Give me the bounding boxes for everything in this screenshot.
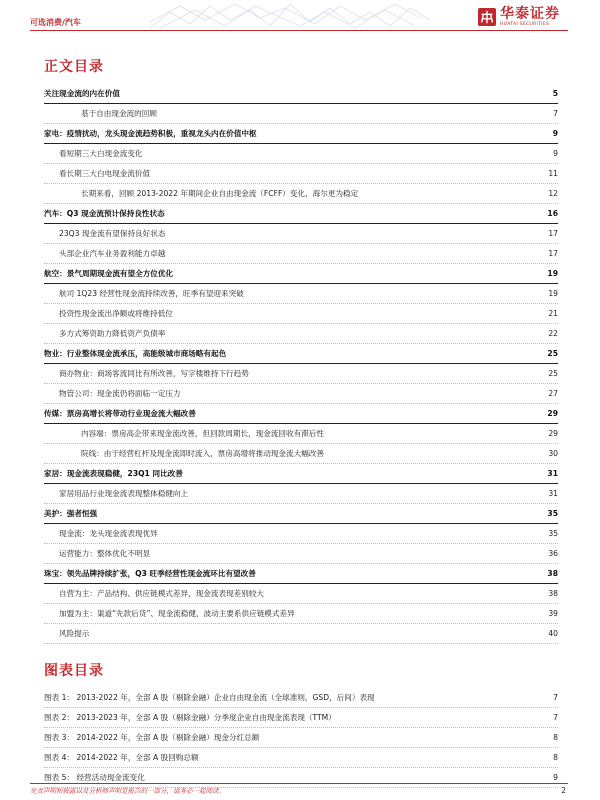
header-divider [30, 30, 568, 31]
toc-entry[interactable] [44, 624, 558, 644]
toc-entry[interactable] [44, 404, 558, 424]
toc-entry-text: 投资性现金流出净额或将维持低位 [59, 309, 173, 318]
toc-entry-text: 珠宝：领先品牌持续扩张，Q3 旺季经营性现金流环比有望改善 [44, 569, 256, 578]
toc-title: 正文目录 [44, 59, 104, 75]
toc-entry[interactable] [44, 484, 558, 504]
toc-entry-page: 39 [548, 609, 558, 618]
toc-entry[interactable] [44, 344, 558, 364]
figure-entry[interactable] [44, 688, 558, 708]
brand-name-en: HUATAI SECURITIES [500, 22, 550, 27]
toc-entry-text: 家居：现金流表现稳健，23Q1 同比改善 [44, 469, 183, 478]
toc-entry[interactable] [44, 424, 558, 444]
figure-entry-page: 9 [553, 773, 558, 782]
toc-entry[interactable] [44, 564, 558, 584]
toc-entry[interactable] [44, 444, 558, 464]
toc-entry-page: 25 [547, 349, 558, 358]
toc-entry-page: 38 [548, 589, 558, 598]
toc-entry-text: 航空：景气周期现金流有望全方位优化 [44, 269, 174, 278]
page-header [0, 0, 600, 36]
toc-entry-text: 自营为主：产品结构、供应链模式差异，现金流表现差别较大 [59, 589, 265, 598]
figure-entry-text: 图表 3： 2014-2022 年，全部 A 股（剔除金融）现金分红总额 [44, 733, 260, 742]
toc-entry-text: 看短期三大白现金流变化 [59, 149, 143, 158]
figure-entry-text: 图表 5： 经营活动现金流变化 [44, 773, 145, 782]
toc-entry[interactable] [44, 164, 558, 184]
toc-entry[interactable] [44, 84, 558, 104]
toc-entry-page: 29 [547, 409, 558, 418]
figure-entry[interactable] [44, 708, 558, 728]
toc-entry-page: 36 [548, 549, 558, 558]
toc-entry-page: 9 [553, 149, 558, 158]
toc-entry-page: 16 [547, 209, 558, 218]
toc-entry-text: 基于自由现金流的回顾 [81, 109, 157, 118]
toc-entry-page: 12 [548, 189, 558, 198]
toc-entry[interactable] [44, 524, 558, 544]
toc-entry[interactable] [44, 604, 558, 624]
toc-entry[interactable] [44, 264, 558, 284]
page-number: 2 [561, 786, 566, 795]
toc-entry-page: 31 [547, 469, 558, 478]
toc-entry-page: 9 [552, 129, 558, 138]
toc-entry-page: 7 [553, 109, 558, 118]
toc-entry-page: 21 [548, 309, 558, 318]
toc-entry-page: 17 [548, 229, 558, 238]
toc-entry-text: 家居用品行业现金流表现整体稳健向上 [59, 489, 189, 498]
toc-entry-text: 家电：疫情扰动，龙头现金流趋势积极，重视龙头内在价值中枢 [44, 129, 257, 138]
toc-entry-page: 11 [548, 169, 558, 178]
toc-entry-page: 27 [548, 389, 558, 398]
toc-entry[interactable] [44, 364, 558, 384]
toc-entry-text: 内容端：票房高企带来现金流改善，但回款周期长，现金流回收有滞后性 [81, 429, 324, 438]
toc-entry[interactable] [44, 544, 558, 564]
toc-entry-text: 现金流：龙头现金流表现优异 [59, 529, 158, 538]
toc-entry-text: 看长期三大白电现金流价值 [59, 169, 151, 178]
toc-list [44, 84, 558, 644]
toc-entry-page: 30 [548, 449, 558, 458]
toc-entry-text: 头部企业汽车业务盈利能力卓越 [59, 249, 166, 258]
toc-entry-page: 5 [552, 89, 558, 98]
header-decorative-pattern [150, 2, 430, 28]
toc-entry-text: 传媒：票房高增长将带动行业现金流大幅改善 [44, 409, 196, 418]
figure-entry-text: 图表 4： 2014-2022 年，全部 A 股回购总额 [44, 753, 199, 762]
brand-name-cn: 华泰证券 [500, 6, 560, 22]
huatai-logo-icon [478, 8, 496, 26]
toc-entry-page: 29 [548, 429, 558, 438]
toc-entry-page: 35 [548, 529, 558, 538]
toc-entry-text: 物业：行业整体现金流承压，高能级城市商场略有起色 [44, 349, 227, 358]
toc-entry-text: 加盟为主：渠道“先款后货”、现金流稳健，波动主要系供应链模式差异 [59, 609, 295, 618]
toc-entry[interactable] [44, 384, 558, 404]
figure-entry[interactable] [44, 768, 558, 788]
toc-entry[interactable] [44, 324, 558, 344]
figure-entry[interactable] [44, 728, 558, 748]
toc-entry-page: 31 [548, 489, 558, 498]
toc-entry-text: 商办物业：商场客流同比有所改善，写字楼维持下行趋势 [59, 369, 249, 378]
toc-entry-page: 25 [548, 369, 558, 378]
toc-entry-text: 汽车：Q3 现金流预计保持良性状态 [44, 209, 165, 218]
figure-entry-page: 8 [553, 753, 558, 762]
figure-entry-page: 8 [553, 733, 558, 742]
figure-entry-text: 图表 1： 2013-2022 年，全部 A 股（剔除金融）企业自由现金流（全球准则，GSD，后间）表现 [44, 693, 375, 702]
header-category: 可选消费/汽车 [30, 18, 81, 27]
toc-entry[interactable] [44, 284, 558, 304]
toc-entry-page: 35 [547, 509, 558, 518]
toc-entry-page: 17 [548, 249, 558, 258]
toc-entry-page: 19 [547, 269, 558, 278]
toc-entry-page: 19 [548, 289, 558, 298]
toc-entry-text: 物管公司：现金流仍将面临一定压力 [59, 389, 181, 398]
toc-entry-text: 运营能力：整体优化不明显 [59, 549, 151, 558]
toc-entry[interactable] [44, 144, 558, 164]
toc-entry-page: 22 [548, 329, 558, 338]
toc-entry[interactable] [44, 204, 558, 224]
toc-entry[interactable] [44, 464, 558, 484]
toc-entry-text: 风险提示 [59, 629, 90, 638]
toc-entry-text: 航司 1Q23 经营性现金流持续改善，旺季有望迎来突破 [59, 289, 244, 298]
figures-list [44, 688, 558, 788]
toc-entry-page: 38 [547, 569, 558, 578]
figure-entry-text: 图表 2： 2013-2023 年，全部 A 股（剔除金融）分季度企业自由现金流表现（TTM） [44, 713, 336, 722]
toc-entry[interactable] [44, 304, 558, 324]
figures-title: 图表目录 [44, 663, 104, 679]
toc-entry-text: 多方式筹资助力降低资产负债率 [59, 329, 166, 338]
toc-entry[interactable] [44, 584, 558, 604]
toc-entry[interactable] [44, 224, 558, 244]
toc-entry[interactable] [44, 504, 558, 524]
toc-entry-text: 美护：强者恒强 [44, 509, 98, 518]
toc-entry[interactable] [44, 184, 558, 204]
figure-entry[interactable] [44, 748, 558, 768]
figure-entry-page: 7 [553, 713, 558, 722]
toc-entry-page: 40 [548, 629, 558, 638]
footer-divider [30, 783, 568, 784]
toc-entry[interactable] [44, 244, 558, 264]
toc-entry-text: 院线：由于经营杠杆及现金流即时流入，票房高增将推动现金流大幅改善 [81, 449, 324, 458]
toc-entry-text: 23Q3 现金流有望保持良好状态 [59, 229, 166, 238]
figure-entry-page: 7 [553, 693, 558, 702]
toc-entry[interactable] [44, 104, 558, 124]
toc-entry-text: 关注现金流的内在价值 [44, 89, 120, 98]
toc-entry[interactable] [44, 124, 558, 144]
footer-disclaimer: 免责声明和披露以及分析师声明是报告的一部分，请务必一起阅读。 [30, 787, 225, 795]
toc-entry-text: 长期来看，回顾 2013-2022 年期间企业自由现金流（FCFF）变化，海尔更为稳定 [81, 189, 359, 198]
brand-logo [478, 6, 560, 28]
